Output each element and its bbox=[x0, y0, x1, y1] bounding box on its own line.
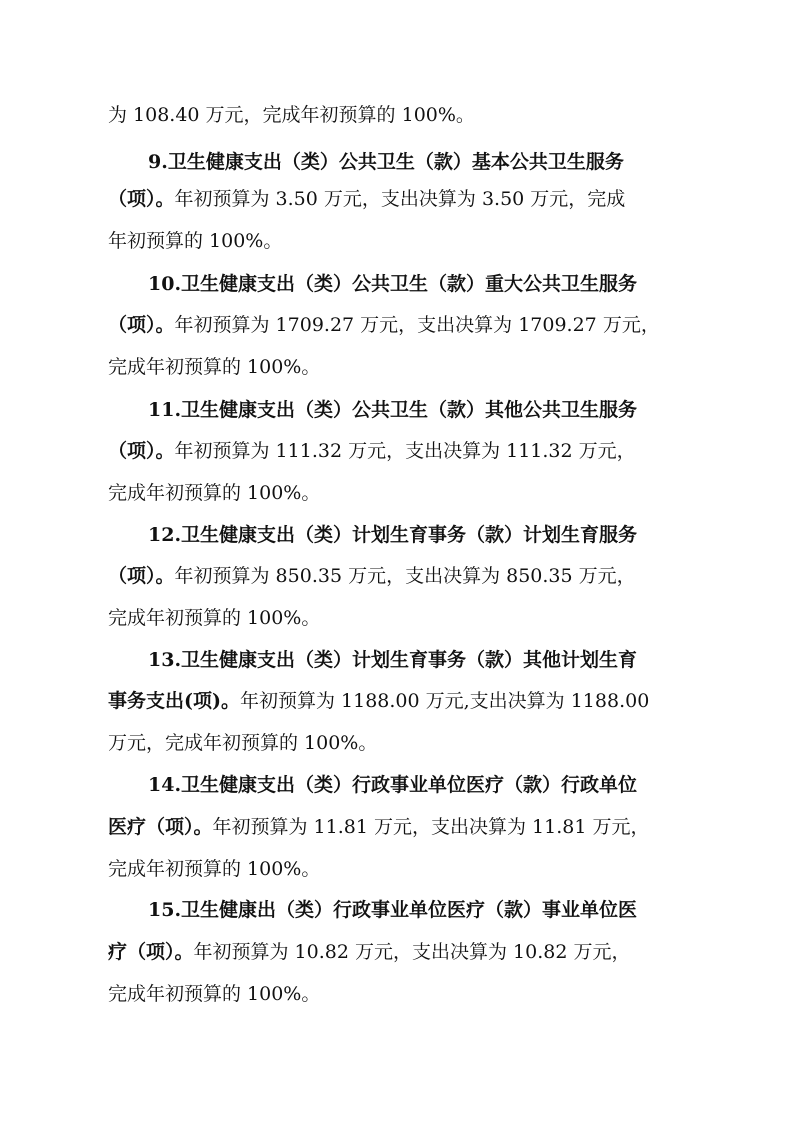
item-9-body bbox=[108, 187, 688, 211]
item-11-heading-cont: （项）。 bbox=[108, 440, 175, 462]
item-12-body bbox=[108, 564, 688, 588]
item-9-text: 年初预算为 3.50 万元，支出决算为 3.50 万元，完成 bbox=[174, 188, 626, 210]
item-14-text: 年初预算为 11.81 万元，支出决算为 11.81 万元， bbox=[212, 816, 650, 838]
text-line: 完成年初预算的 100%。 bbox=[108, 607, 321, 629]
item-11-text: 年初预算为 111.32 万元，支出决算为 111.32 万元， bbox=[174, 440, 636, 462]
text-line: 年初预算的 100%。 bbox=[108, 230, 283, 252]
item-12-heading-cont: （项）。 bbox=[108, 565, 175, 587]
item-15-body bbox=[108, 940, 688, 964]
item-9-heading: 9.卫生健康支出（类）公共卫生（款）基本公共卫生服务 bbox=[148, 151, 624, 173]
item-13-text: 年初预算为 1188.00 万元,支出决算为 1188.00 bbox=[239, 690, 650, 712]
item-13-body bbox=[108, 689, 688, 713]
item-13-heading-cont: 事务支出(项)。 bbox=[108, 690, 240, 712]
item-11-heading: 11.卫生健康支出（类）公共卫生（款）其他公共卫生服务 bbox=[148, 399, 638, 421]
text-line: 完成年初预算的 100%。 bbox=[108, 482, 321, 504]
item-14-body bbox=[108, 815, 688, 839]
item-10-body bbox=[108, 313, 688, 337]
text-line: 万元，完成年初预算的 100%。 bbox=[108, 732, 378, 754]
item-10-heading: 10.卫生健康支出（类）公共卫生（款）重大公共卫生服务 bbox=[148, 273, 638, 295]
item-10-heading-cont: （项）。 bbox=[108, 314, 175, 336]
item-15-text: 年初预算为 10.82 万元，支出决算为 10.82 万元， bbox=[193, 941, 631, 963]
item-15-heading-cont: 疗（项）。 bbox=[108, 941, 194, 963]
text-line: 为 108.40 万元，完成年初预算的 100%。 bbox=[108, 104, 475, 126]
item-9-heading-cont: （项）。 bbox=[108, 188, 175, 210]
text-line: 完成年初预算的 100%。 bbox=[108, 983, 321, 1005]
item-11-body bbox=[108, 439, 688, 463]
text-line: 完成年初预算的 100%。 bbox=[108, 858, 321, 880]
item-13-heading: 13.卫生健康支出（类）计划生育事务（款）其他计划生育 bbox=[148, 649, 638, 671]
item-14-heading: 14.卫生健康支出（类）行政事业单位医疗（款）行政单位 bbox=[148, 774, 638, 796]
text-line: 完成年初预算的 100%。 bbox=[108, 356, 321, 378]
item-14-heading-cont: 医疗（项）。 bbox=[108, 816, 213, 838]
item-12-text: 年初预算为 850.35 万元，支出决算为 850.35 万元， bbox=[174, 565, 636, 587]
item-15-heading: 15.卫生健康出（类）行政事业单位医疗（款）事业单位医 bbox=[148, 899, 638, 921]
item-10-text: 年初预算为 1709.27 万元，支出决算为 1709.27 万元， bbox=[174, 314, 660, 336]
item-12-heading: 12.卫生健康支出（类）计划生育事务（款）计划生育服务 bbox=[148, 524, 638, 546]
